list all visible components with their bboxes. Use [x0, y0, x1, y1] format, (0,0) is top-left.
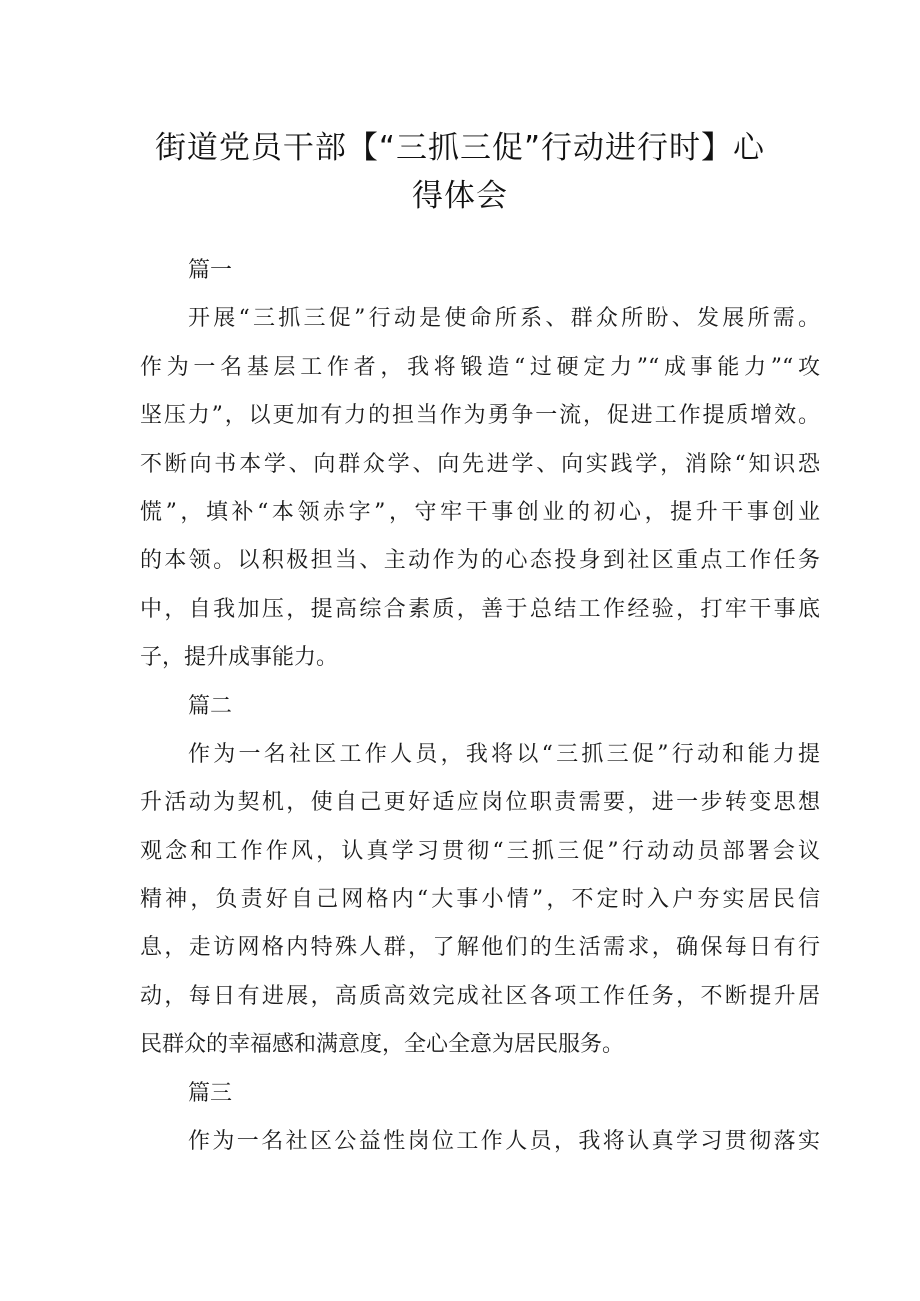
paragraph-line: 慌”，填补“本领赤字”，守牢干事创业的初心，提升干事创业: [140, 499, 820, 525]
paragraph-line: 息，走访网格内特殊人群，了解他们的生活需求，确保每日有行: [140, 935, 820, 961]
paragraph-line: 升活动为契机，使自己更好适应岗位职责需要，进一步转变思想: [140, 790, 820, 816]
document-title-line-2: 得体会: [412, 178, 508, 214]
document-body: [140, 247, 820, 1166]
paragraph-line: 子，提升成事能力。: [140, 645, 339, 671]
section-heading-2: 篇二: [188, 693, 233, 719]
section-heading-3: 篇三: [188, 1080, 233, 1106]
paragraph-line: 的本领。以积极担当、主动作为的心态投身到社区重点工作任务: [140, 548, 820, 574]
paragraph-line: 精神，负责好自己网格内“大事小情”，不定时入户夯实居民信: [140, 887, 820, 913]
paragraph-line: 动，每日有进展，高质高效完成社区各项工作任务，不断提升居: [140, 983, 820, 1009]
paragraph-line: 中，自我加压，提高综合素质，善于总结工作经验，打牢干事底: [140, 596, 820, 622]
paragraph-line: 开展“三抓三促”行动是使命所系、群众所盼、发展所需。: [188, 306, 820, 332]
paragraph-line: 作为一名社区工作人员，我将以“三抓三促”行动和能力提: [188, 741, 820, 767]
paragraph-line: 民群众的幸福感和满意度，全心全意为居民服务。: [140, 1032, 625, 1058]
document-title-line-1: 街道党员干部【“三抓三促”行动进行时】心: [154, 130, 766, 166]
paragraph-line: 作为一名社区公益性岗位工作人员，我将认真学习贯彻落实: [188, 1129, 820, 1155]
paragraph-line: 坚压力”，以更加有力的担当作为勇争一流，促进工作提质增效。: [140, 403, 820, 429]
paragraph-line: 观念和工作作风，认真学习贯彻“三抓三促”行动动员部署会议: [140, 838, 820, 864]
paragraph-line: 不断向书本学、向群众学、向先进学、向实践学，消除“知识恐: [140, 451, 820, 477]
paragraph-line: 作为一名基层工作者，我将锻造“过硬定力”“成事能力”“攻: [140, 354, 820, 380]
section-heading-1: 篇一: [188, 258, 233, 283]
